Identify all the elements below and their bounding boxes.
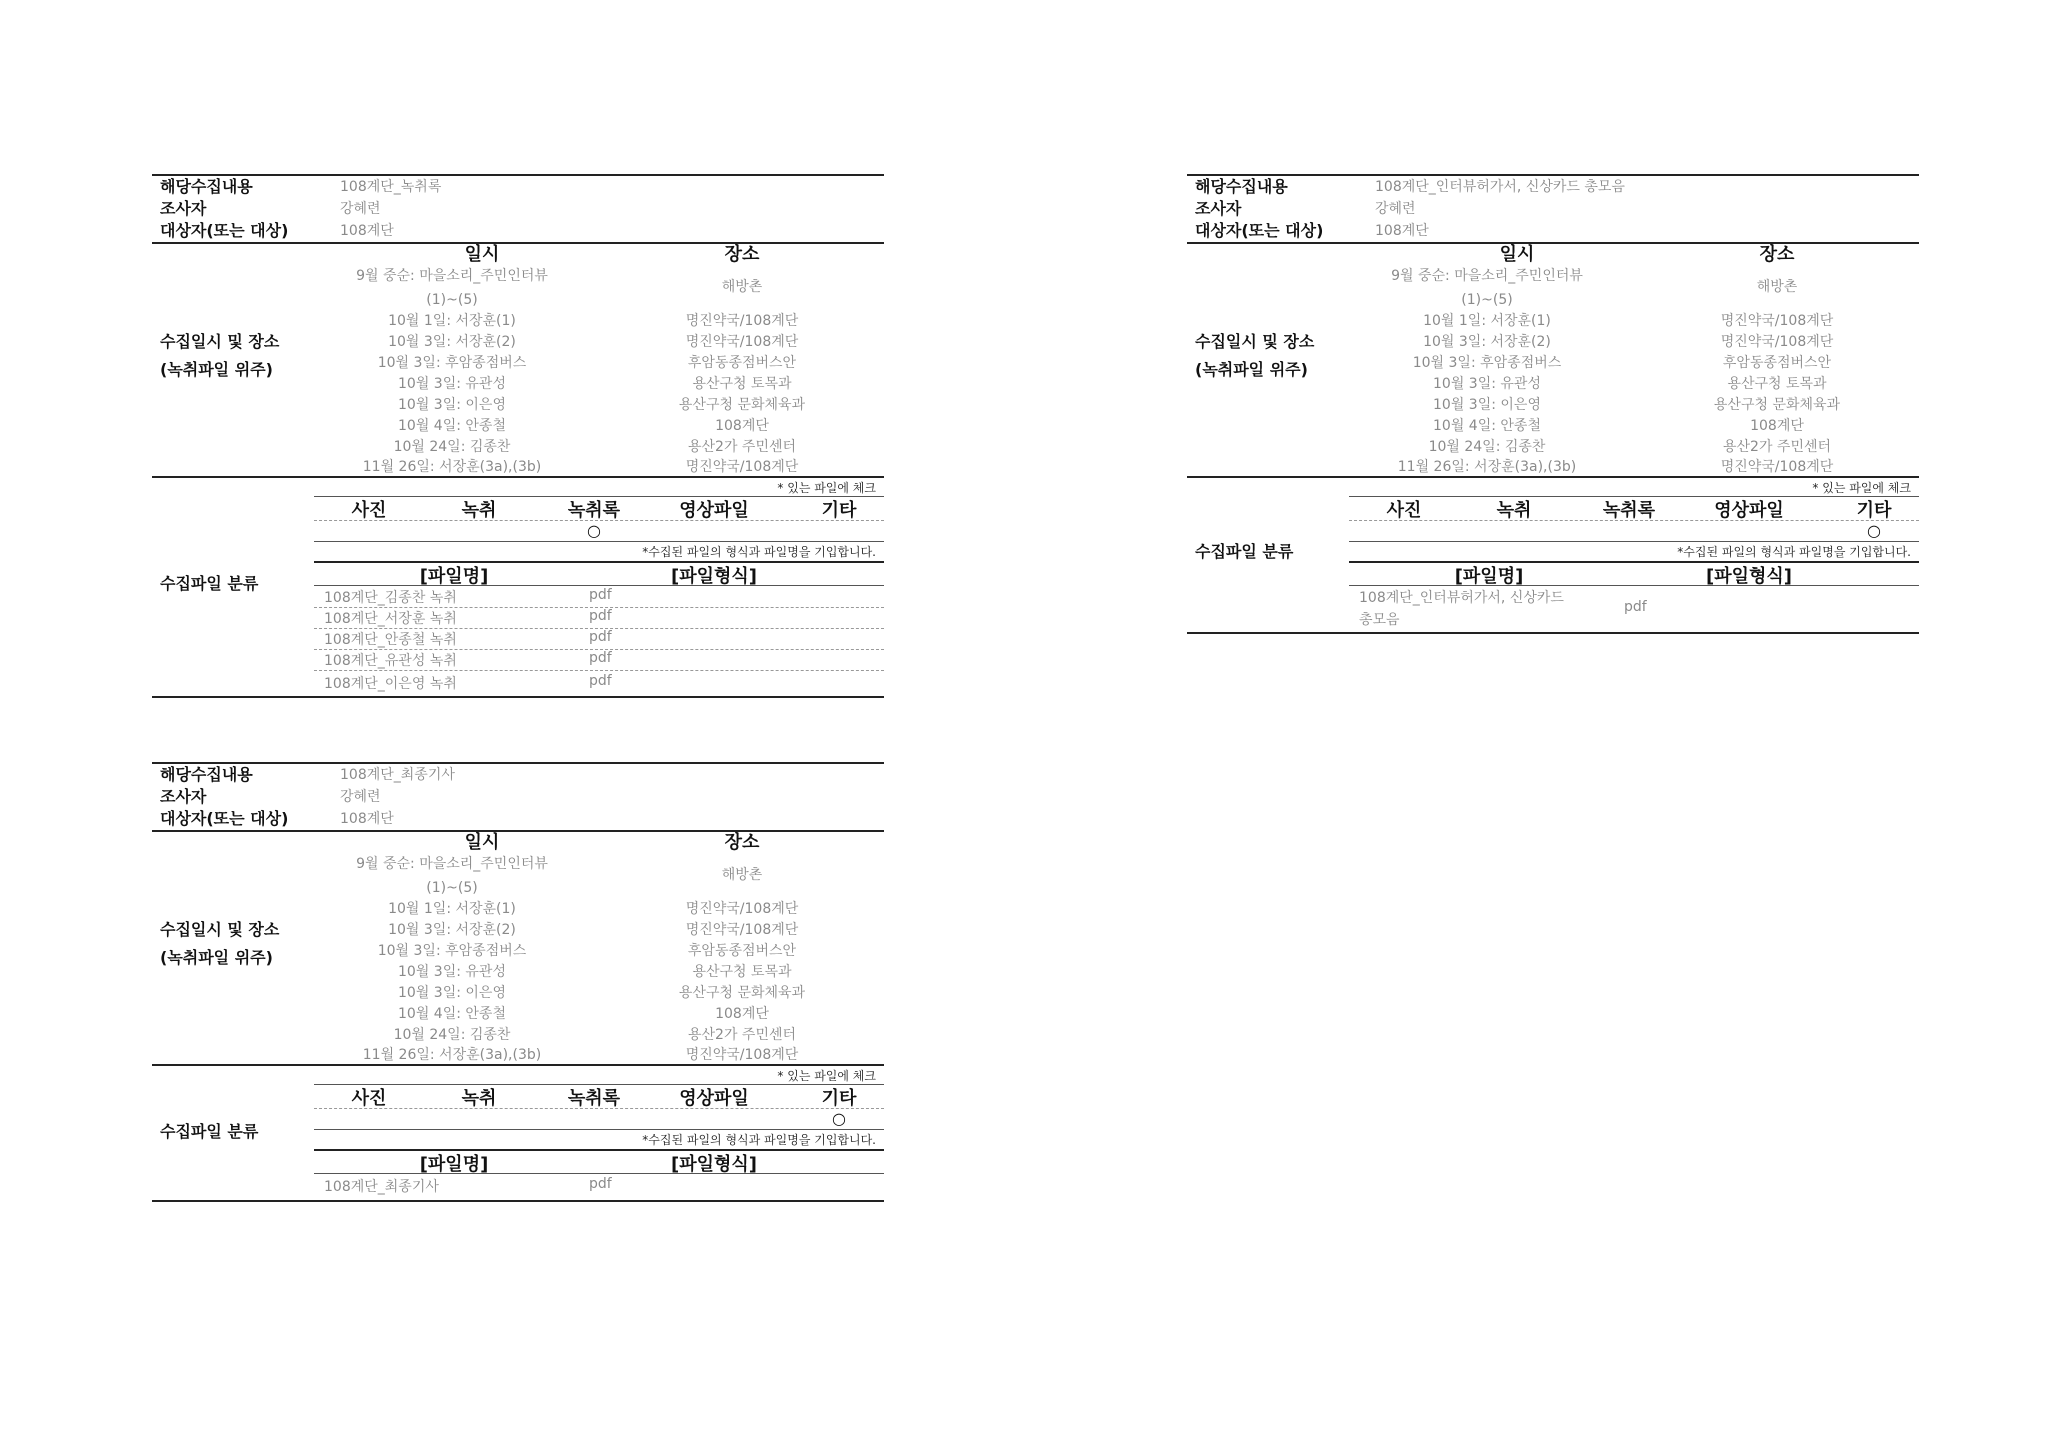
schedule-date: (1)~(5) <box>1461 292 1513 308</box>
file-type: pdf <box>1624 599 1647 615</box>
schedule-place: 108계단 <box>1750 418 1804 434</box>
researcher-value: 강혜련 <box>340 201 381 217</box>
file-name: 108계단_이은영 녹취 <box>324 676 457 692</box>
type-recording: 녹취 <box>1496 500 1532 521</box>
divider <box>1349 520 1919 521</box>
schedule-date: 10월 3일: 서장훈(2) <box>388 922 516 938</box>
check-mark-other: ○ <box>1867 521 1881 540</box>
fill-note: *수집된 파일의 형식과 파일명을 기입합니다. <box>642 1133 876 1147</box>
schedule-place: 해방촌 <box>1756 279 1798 295</box>
file-class-table <box>314 1066 884 1200</box>
file-type: pdf <box>589 629 612 645</box>
form-header <box>1187 174 1919 242</box>
schedule-place: 명진약국/108계단 <box>685 334 799 350</box>
file-class-section <box>152 476 884 698</box>
schedule-date: 10월 3일: 후암종점버스 <box>377 943 527 959</box>
date-column-header: 일시 <box>464 832 500 853</box>
file-name: 108계단_최종기사 <box>324 1179 439 1195</box>
filetype-column-header: [파일형식] <box>670 566 757 587</box>
content-label: 해당수집내용 <box>160 177 253 196</box>
check-mark-other: ○ <box>832 1109 846 1128</box>
schedule-date: 10월 24일: 김종찬 <box>393 439 511 455</box>
place-column-header: 장소 <box>724 832 760 853</box>
content-value: 108계단_최종기사 <box>340 767 455 783</box>
schedule-label-2: (녹취파일 위주) <box>160 360 273 379</box>
schedule-place: 108계단 <box>715 1006 769 1022</box>
type-video: 영상파일 <box>1714 500 1784 521</box>
file-type: pdf <box>589 1176 612 1192</box>
place-column-header: 장소 <box>724 244 760 265</box>
schedule-date: 9월 중순: 마을소리_주민인터뷰 <box>356 856 548 872</box>
fill-note: *수집된 파일의 형식과 파일명을 기입합니다. <box>1677 545 1911 559</box>
date-column-header: 일시 <box>464 244 500 265</box>
researcher-row <box>152 198 884 220</box>
content-label: 해당수집내용 <box>160 765 253 784</box>
schedule-place: 용산구청 토목과 <box>692 376 792 392</box>
target-value: 108계단 <box>1375 223 1429 239</box>
researcher-value: 강혜련 <box>1375 201 1416 217</box>
type-other: 기타 <box>1856 500 1892 521</box>
schedule-date: 10월 4일: 안종철 <box>398 418 506 434</box>
schedule-place: 명진약국/108계단 <box>685 459 799 475</box>
collection-form-article <box>152 762 884 1202</box>
schedule-date: 10월 3일: 서장훈(2) <box>1423 334 1551 350</box>
schedule-place: 후암동종점버스안 <box>1722 355 1832 371</box>
file-name: 108계단_서장훈 녹취 <box>324 611 457 627</box>
filetype-column-header: [파일형식] <box>1705 566 1792 587</box>
schedule-place: 해방촌 <box>721 867 763 883</box>
type-recording: 녹취 <box>461 500 497 521</box>
target-value: 108계단 <box>340 811 394 827</box>
researcher-label: 조사자 <box>1195 199 1242 218</box>
schedule-place: 명진약국/108계단 <box>685 1047 799 1063</box>
check-note: * 있는 파일에 체크 <box>1812 481 1911 495</box>
schedule-date: (1)~(5) <box>426 292 478 308</box>
divider <box>1349 541 1919 542</box>
content-value: 108계단_녹취록 <box>340 179 442 195</box>
file-name: 총모음 <box>1359 612 1400 628</box>
schedule-label-1: 수집일시 및 장소 <box>1195 332 1315 351</box>
type-transcript: 녹취록 <box>1602 500 1656 521</box>
schedule-place: 명진약국/108계단 <box>1720 459 1834 475</box>
content-label: 해당수집내용 <box>1195 177 1288 196</box>
collection-form-consent <box>1187 174 1919 634</box>
schedule-date: 10월 3일: 이은영 <box>398 397 506 413</box>
filename-column-header: [파일명] <box>419 566 489 587</box>
schedule-date: 10월 3일: 유관성 <box>398 964 506 980</box>
schedule-date: 9월 중순: 마을소리_주민인터뷰 <box>356 268 548 284</box>
schedule-place: 용산2가 주민센터 <box>687 1027 797 1043</box>
file-type: pdf <box>589 673 612 689</box>
schedule-section <box>152 242 884 476</box>
target-label: 대상자(또는 대상) <box>160 809 289 828</box>
researcher-row <box>152 786 884 808</box>
schedule-label-2: (녹취파일 위주) <box>1195 360 1308 379</box>
schedule-label-1: 수집일시 및 장소 <box>160 332 280 351</box>
schedule-section <box>1187 242 1919 476</box>
form-header <box>152 762 884 830</box>
place-column-header: 장소 <box>1759 244 1795 265</box>
target-row <box>152 808 884 830</box>
check-note: * 있는 파일에 체크 <box>777 481 876 495</box>
file-name: 108계단_인터뷰허가서, 신상카드 <box>1359 590 1564 606</box>
researcher-value: 강혜련 <box>340 789 381 805</box>
researcher-label: 조사자 <box>160 199 207 218</box>
filetype-column-header: [파일형식] <box>670 1154 757 1175</box>
schedule-date: 10월 3일: 이은영 <box>1433 397 1541 413</box>
type-other: 기타 <box>821 1088 857 1109</box>
schedule-place: 용산구청 문화체육과 <box>678 397 806 413</box>
schedule-date: 10월 1일: 서장훈(1) <box>1423 313 1551 329</box>
fill-note: *수집된 파일의 형식과 파일명을 기입합니다. <box>642 545 876 559</box>
divider <box>314 1173 884 1174</box>
type-recording: 녹취 <box>461 1088 497 1109</box>
target-row <box>152 220 884 242</box>
content-row <box>152 176 884 198</box>
schedule-date: 10월 3일: 유관성 <box>1433 376 1541 392</box>
date-column-header: 일시 <box>1499 244 1535 265</box>
type-other: 기타 <box>821 500 857 521</box>
schedule-date: 11월 26일: 서장훈(3a),(3b) <box>362 459 542 475</box>
schedule-place: 용산구청 토목과 <box>692 964 792 980</box>
type-video: 영상파일 <box>679 1088 749 1109</box>
content-row <box>152 764 884 786</box>
target-label: 대상자(또는 대상) <box>1195 221 1324 240</box>
file-name: 108계단_유관성 녹취 <box>324 653 457 669</box>
content-value: 108계단_인터뷰허가서, 신상카드 총모음 <box>1375 179 1625 195</box>
type-transcript: 녹취록 <box>567 500 621 521</box>
type-video: 영상파일 <box>679 500 749 521</box>
schedule-date: 10월 3일: 이은영 <box>398 985 506 1001</box>
schedule-section <box>152 830 884 1064</box>
schedule-place: 후암동종점버스안 <box>687 355 797 371</box>
schedule-date: 10월 3일: 서장훈(2) <box>388 334 516 350</box>
researcher-label: 조사자 <box>160 787 207 806</box>
divider <box>314 1108 884 1109</box>
schedule-place: 명진약국/108계단 <box>685 901 799 917</box>
schedule-place: 108계단 <box>715 418 769 434</box>
file-class-section <box>1187 476 1919 634</box>
target-value: 108계단 <box>340 223 394 239</box>
schedule-label-1: 수집일시 및 장소 <box>160 920 280 939</box>
schedule-date: 10월 3일: 후암종점버스 <box>1412 355 1562 371</box>
schedule-date: 9월 중순: 마을소리_주민인터뷰 <box>1391 268 1583 284</box>
divider <box>314 670 884 671</box>
schedule-date: 10월 24일: 김종찬 <box>393 1027 511 1043</box>
schedule-place: 후암동종점버스안 <box>687 943 797 959</box>
check-note: * 있는 파일에 체크 <box>777 1069 876 1083</box>
schedule-date: 10월 1일: 서장훈(1) <box>388 313 516 329</box>
type-transcript: 녹취록 <box>567 1088 621 1109</box>
type-photo: 사진 <box>351 500 387 521</box>
type-photo: 사진 <box>351 1088 387 1109</box>
researcher-row <box>1187 198 1919 220</box>
file-class-section <box>152 1064 884 1202</box>
schedule-place: 용산2가 주민센터 <box>1722 439 1832 455</box>
schedule-place: 용산2가 주민센터 <box>687 439 797 455</box>
schedule-date: 11월 26일: 서장훈(3a),(3b) <box>1397 459 1577 475</box>
file-class-table <box>1349 478 1919 632</box>
schedule-place: 용산구청 문화체육과 <box>1713 397 1841 413</box>
type-photo: 사진 <box>1386 500 1422 521</box>
file-class-label: 수집파일 분류 <box>160 1122 259 1141</box>
divider <box>1349 585 1919 586</box>
content-row <box>1187 176 1919 198</box>
file-name: 108계단_김종찬 녹취 <box>324 590 457 606</box>
form-header <box>152 174 884 242</box>
divider <box>314 585 884 586</box>
divider <box>314 1129 884 1130</box>
file-type: pdf <box>589 587 612 603</box>
file-class-label: 수집파일 분류 <box>160 574 259 593</box>
divider <box>314 541 884 542</box>
schedule-place: 명진약국/108계단 <box>685 922 799 938</box>
schedule-place: 명진약국/108계단 <box>1720 334 1834 350</box>
file-type: pdf <box>589 650 612 666</box>
schedule-date: 10월 4일: 안종철 <box>1433 418 1541 434</box>
check-mark-transcript: ○ <box>587 521 601 540</box>
collection-form-transcript <box>152 174 884 698</box>
file-name: 108계단_안종철 녹취 <box>324 632 457 648</box>
schedule-place: 명진약국/108계단 <box>1720 313 1834 329</box>
schedule-label-2: (녹취파일 위주) <box>160 948 273 967</box>
schedule-date: 11월 26일: 서장훈(3a),(3b) <box>362 1047 542 1063</box>
schedule-date: 10월 3일: 후암종점버스 <box>377 355 527 371</box>
schedule-date: (1)~(5) <box>426 880 478 896</box>
schedule-place: 용산구청 토목과 <box>1727 376 1827 392</box>
file-class-table <box>314 478 884 696</box>
filename-column-header: [파일명] <box>419 1154 489 1175</box>
schedule-place: 해방촌 <box>721 279 763 295</box>
schedule-date: 10월 3일: 유관성 <box>398 376 506 392</box>
target-row <box>1187 220 1919 242</box>
schedule-place: 용산구청 문화체육과 <box>678 985 806 1001</box>
target-label: 대상자(또는 대상) <box>160 221 289 240</box>
file-type: pdf <box>589 608 612 624</box>
schedule-date: 10월 24일: 김종찬 <box>1428 439 1546 455</box>
file-class-label: 수집파일 분류 <box>1195 542 1294 561</box>
schedule-place: 명진약국/108계단 <box>685 313 799 329</box>
schedule-date: 10월 1일: 서장훈(1) <box>388 901 516 917</box>
filename-column-header: [파일명] <box>1454 566 1524 587</box>
schedule-date: 10월 4일: 안종철 <box>398 1006 506 1022</box>
